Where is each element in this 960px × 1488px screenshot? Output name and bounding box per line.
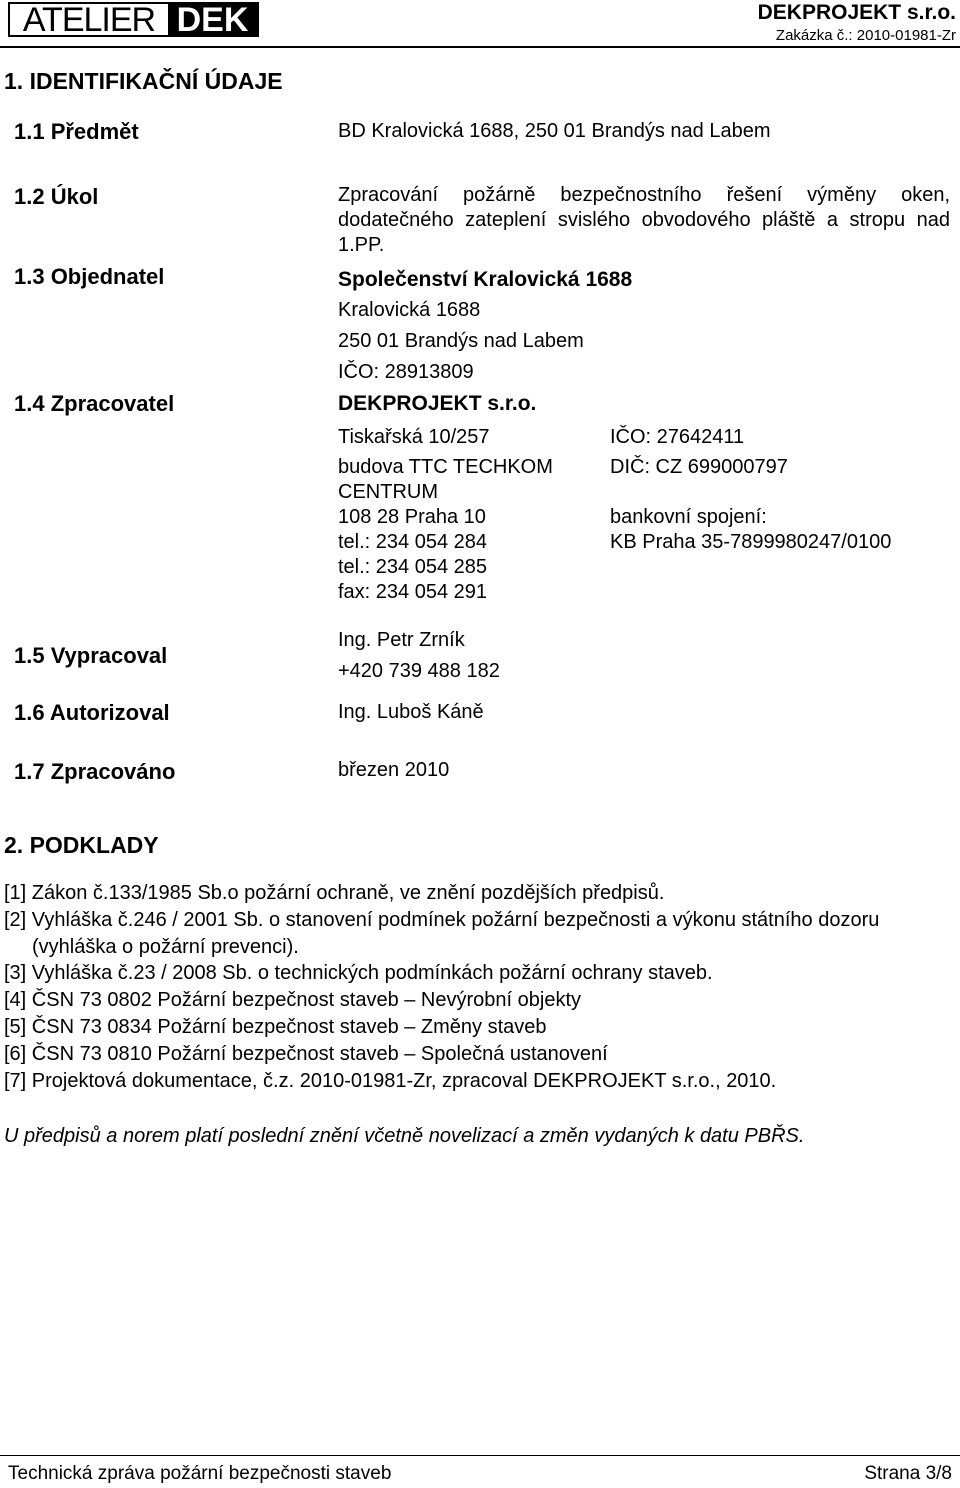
reference-item: [5] ČSN 73 0834 Požární bezpečnost staveb – Změny staveb: [4, 1015, 547, 1038]
reference-item: [3] Vyhláška č.23 / 2008 Sb. o technických podmínkách požární ochrany staveb.: [4, 962, 713, 985]
task-value: Zpracování požárně bezpečnostního řešení výměny oken, dodatečného zateplení svislého obvodového pláště a stropu nad 1.PP.: [338, 184, 950, 256]
subject-value: BD Kralovická 1688, 250 01 Brandýs nad Labem: [338, 120, 771, 142]
logo-text-dek: DEK: [168, 4, 257, 35]
subject-label: 1.1 Předmět: [14, 119, 139, 144]
processor-label: 1.4 Zpracovatel: [14, 391, 175, 416]
authorized-name: Ing. Luboš Káně: [338, 701, 484, 723]
processor-building-line1: budova TTC TECHKOM: [338, 456, 553, 478]
processor-ico: IČO: 27642411: [610, 426, 745, 448]
header-order-number: Zakázka č.: 2010-01981-Zr: [775, 27, 956, 44]
reference-item: [6] ČSN 73 0810 Požární bezpečnost staveb – Společná ustanovení: [4, 1042, 608, 1065]
section-2-heading: 2. PODKLADY: [4, 832, 159, 858]
client-city: 250 01 Brandýs nad Labem: [338, 330, 584, 352]
processor-street: Tiskařská 10/257: [338, 426, 490, 448]
prepared-by-name: Ing. Petr Zrník: [338, 629, 465, 651]
prepared-by-label: 1.5 Vypracoval: [14, 643, 168, 668]
section-1-heading: 1. IDENTIFIKAČNÍ ÚDAJE: [4, 68, 283, 94]
processor-name: DEKPROJEKT s.r.o.: [338, 392, 537, 415]
reference-item: [4] ČSN 73 0802 Požární bezpečnost staveb – Nevýrobní objekty: [4, 989, 582, 1012]
header-company: DEKPROJEKT s.r.o.: [757, 1, 956, 24]
task-label: 1.2 Úkol: [14, 184, 99, 209]
processor-fax: fax: 234 054 291: [338, 581, 488, 603]
client-ico: IČO: 28913809: [338, 361, 474, 383]
references-list: [4, 880, 954, 1094]
reference-item: [1] Zákon č.133/1985 Sb.o požární ochraně, ve znění pozdějších předpisů.: [4, 882, 665, 904]
authorized-label: 1.6 Autorizoval: [14, 700, 170, 725]
client-name: Společenství Kralovická 1688: [338, 268, 633, 291]
client-label: 1.3 Objednatel: [14, 264, 165, 289]
footer-title: Technická zpráva požární bezpečnosti staveb: [8, 1463, 392, 1484]
reference-item-continuation: (vyhláška o požární prevenci).: [32, 935, 299, 958]
client-street: Kralovická 1688: [338, 299, 481, 321]
regulations-note: U předpisů a norem platí poslední znění včetně novelizací a změn vydaných k datu PBŘS.: [4, 1125, 805, 1147]
processor-tel2: tel.: 234 054 285: [338, 556, 488, 578]
date-value: březen 2010: [338, 759, 450, 781]
header-divider: [0, 46, 960, 48]
reference-item: [2] Vyhláška č.246 / 2001 Sb. o stanovení podmínek požární bezpečnosti a výkonu státního dozoru: [4, 908, 880, 931]
footer-divider: [0, 1455, 960, 1456]
processor-building-line2: CENTRUM: [338, 481, 438, 503]
date-label: 1.7 Zpracováno: [14, 759, 176, 784]
atelier-dek-logo: [8, 2, 259, 37]
footer-page-number: Strana 3/8: [864, 1463, 952, 1484]
processor-dic: DIČ: CZ 699000797: [610, 456, 788, 478]
reference-item: [7] Projektová dokumentace, č.z. 2010-01981-Zr, zpracoval DEKPROJEKT s.r.o., 2010.: [4, 1069, 777, 1092]
processor-tel1: tel.: 234 054 284: [338, 531, 488, 553]
processor-bank-label: bankovní spojení:: [610, 506, 767, 528]
logo-text-atelier: ATELIER: [10, 4, 168, 35]
prepared-by-phone: +420 739 488 182: [338, 660, 500, 682]
processor-city: 108 28 Praha 10: [338, 506, 486, 528]
processor-bank-account: KB Praha 35-7899980247/0100: [610, 531, 892, 553]
